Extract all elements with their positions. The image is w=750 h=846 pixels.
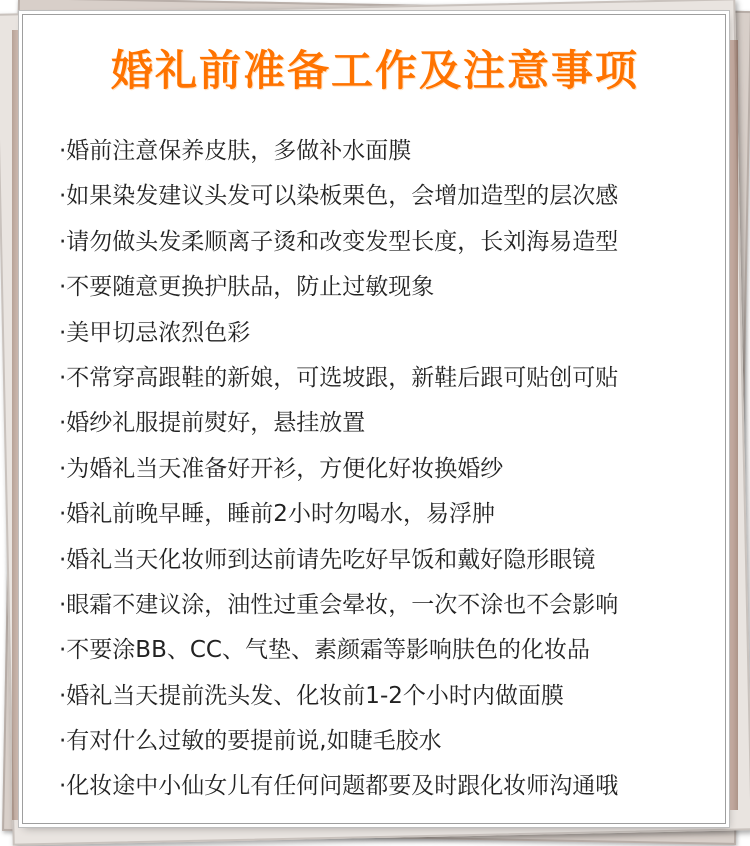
photo-edge-right — [730, 40, 738, 810]
list-item: ·美甲切忌浓烈色彩 — [59, 319, 251, 346]
list-item: ·婚礼当天化妆师到达前请先吃好早饭和戴好隐形眼镜 — [59, 546, 596, 573]
list-item: ·不常穿高跟鞋的新娘，可选坡跟，新鞋后跟可贴创可贴 — [59, 364, 619, 391]
list-item: ·婚礼前晚早睡，睡前2小时勿喝水，易浮肿 — [59, 501, 495, 528]
list-item: ·为婚礼当天准备好开衫，方便化好妆换婚纱 — [59, 455, 504, 482]
list-item: ·眼霜不建议涂，油性过重会晕妆，一次不涂也不会影响 — [59, 591, 619, 618]
list-item: ·有对什么过敏的要提前说,如睫毛胶水 — [59, 728, 442, 755]
list-item: ·不要涂BB、CC、气垫、素颜霜等影响肤色的化妆品 — [59, 637, 590, 664]
list-item: ·请勿做头发柔顺离子烫和改变发型长度，长刘海易造型 — [59, 228, 619, 255]
notice-card — [22, 14, 726, 824]
list-item: ·不要随意更换护肤品，防止过敏现象 — [59, 274, 435, 301]
list-item: ·如果染发建议头发可以染板栗色，会增加造型的层次感 — [59, 183, 619, 210]
list-item: ·婚纱礼服提前熨好，悬挂放置 — [59, 410, 366, 437]
tips-list — [59, 129, 709, 810]
page-title: 婚礼前准备工作及注意事项 — [110, 46, 639, 95]
photo-edge-left — [12, 30, 20, 820]
list-item: ·化妆途中小仙女儿有任何问题都要及时跟化妆师沟通哦 — [59, 773, 619, 800]
list-item: ·婚前注意保养皮肤，多做补水面膜 — [59, 138, 412, 164]
list-item: ·婚礼当天提前洗头发、化妆前1-2个小时内做面膜 — [59, 682, 564, 709]
